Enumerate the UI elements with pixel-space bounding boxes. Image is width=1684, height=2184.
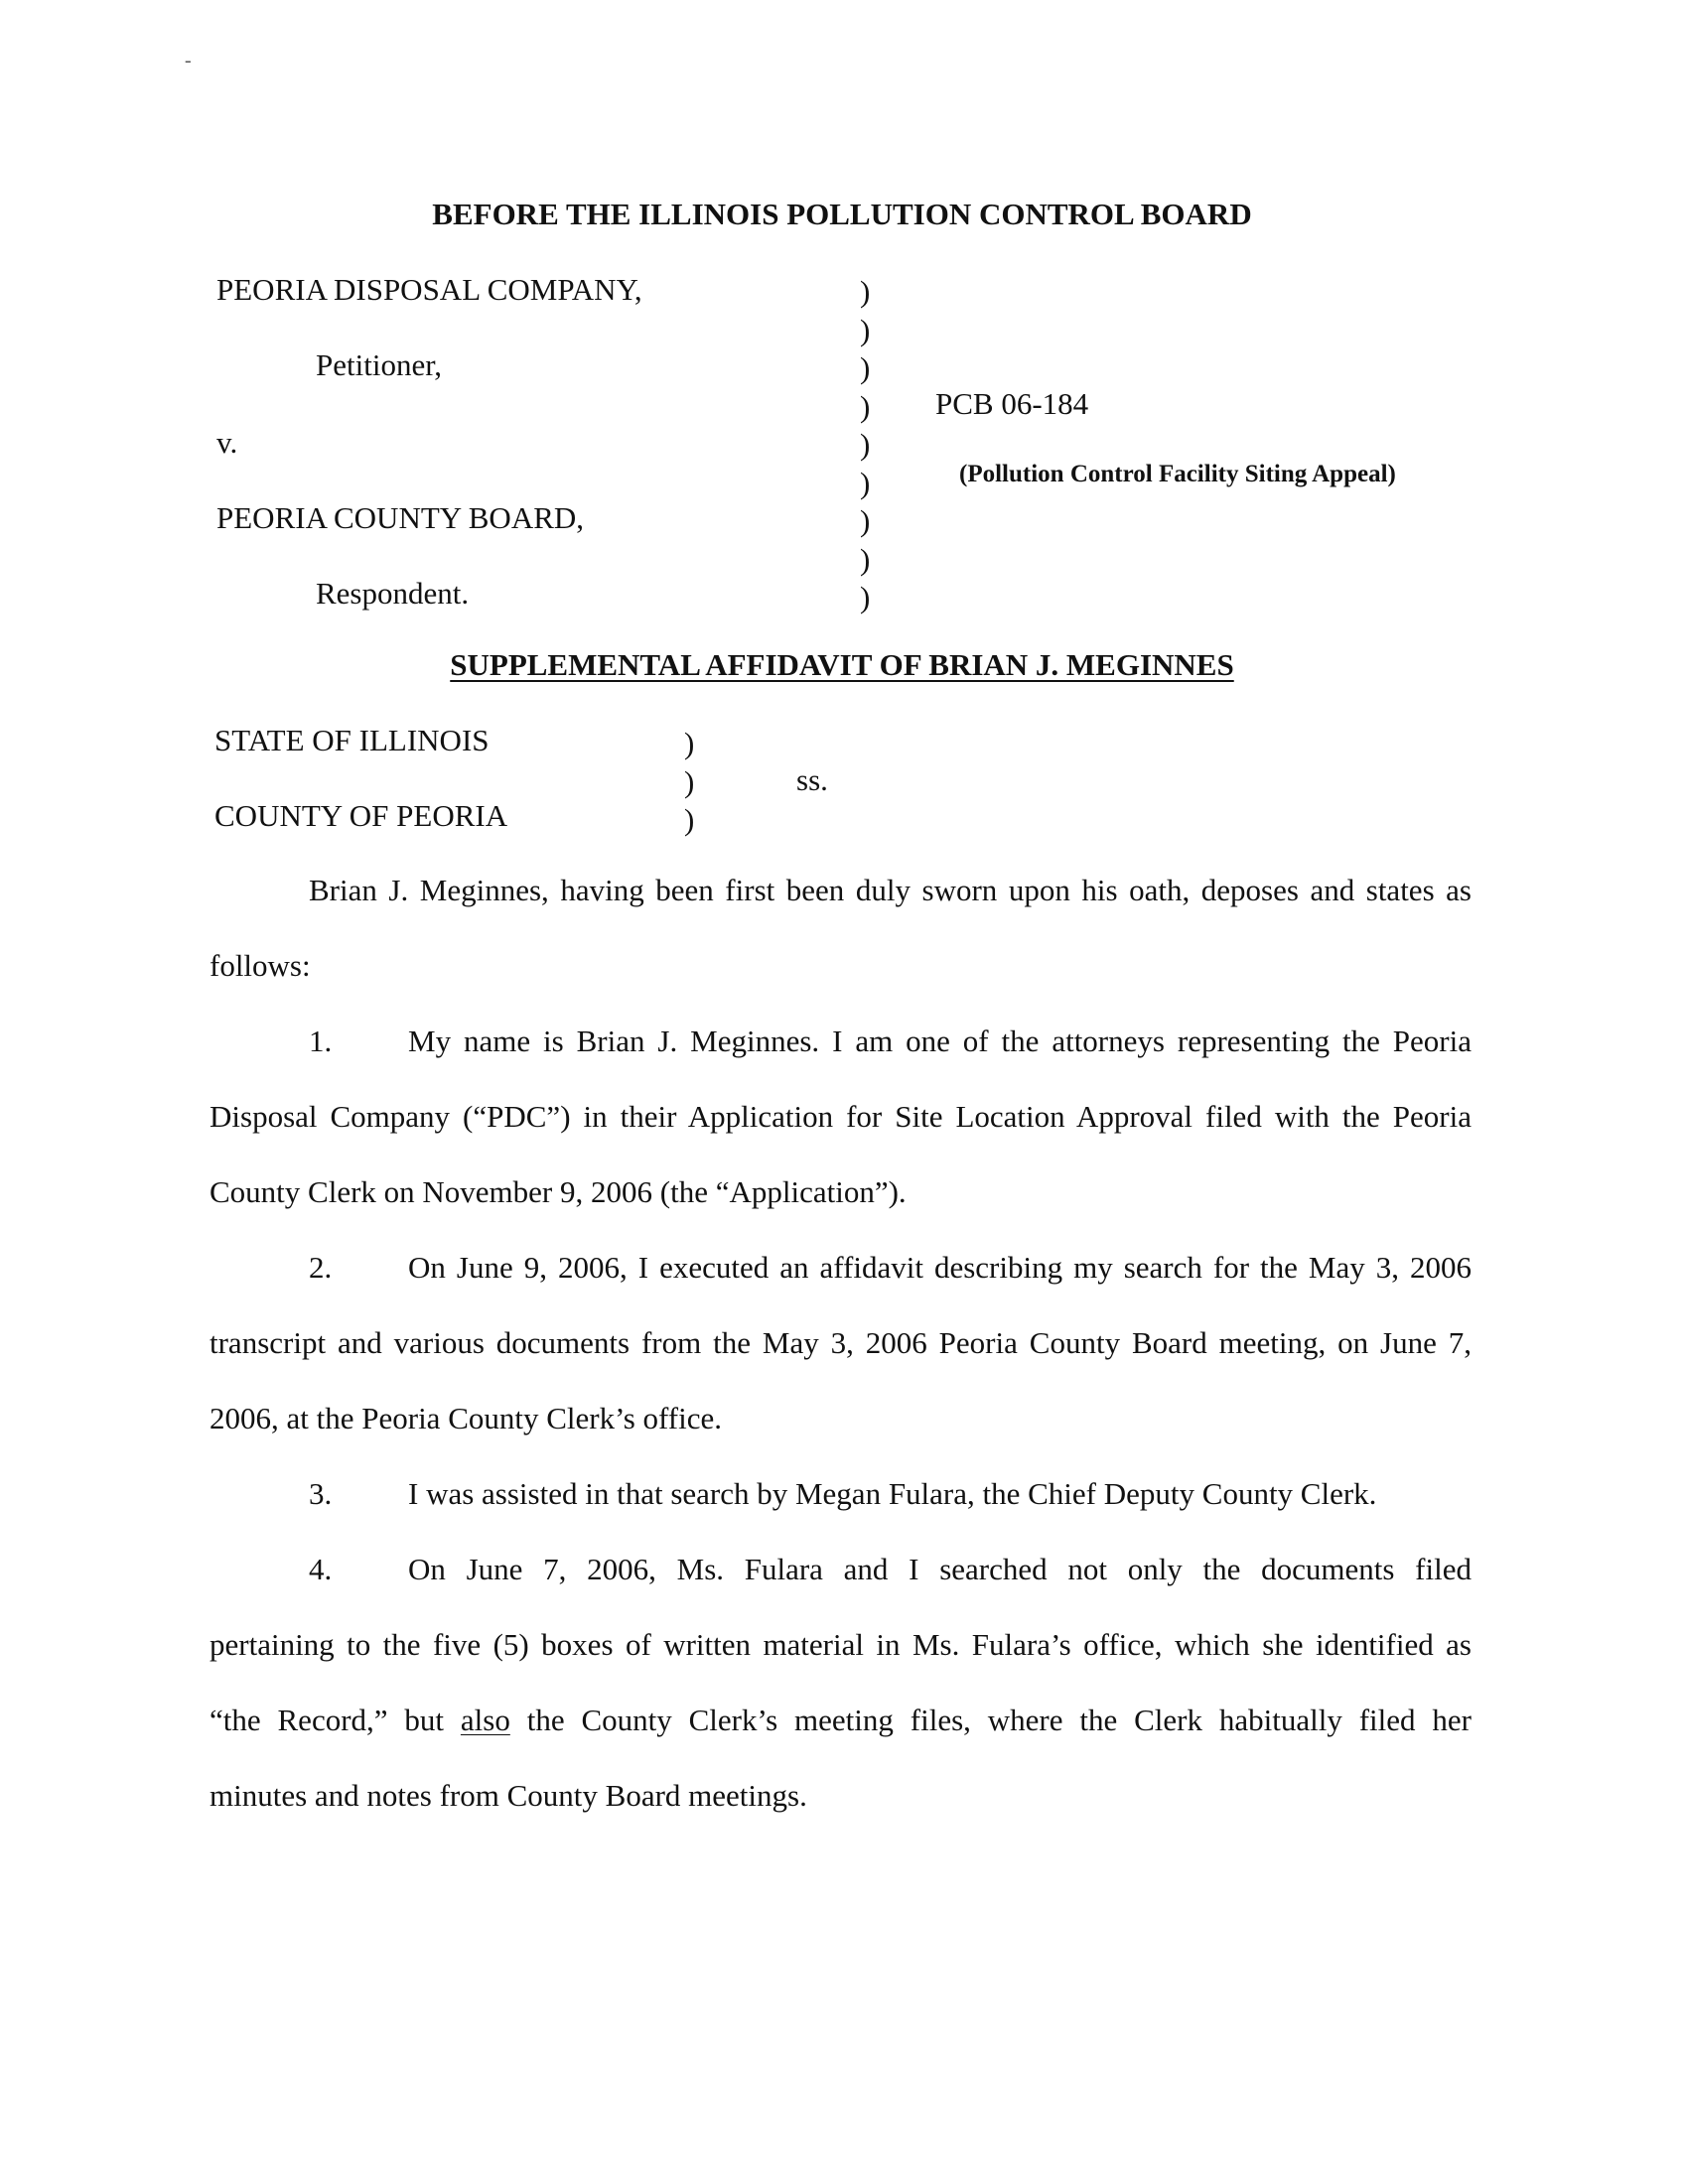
affidavit-title: SUPPLEMENTAL AFFIDAVIT OF BRIAN J. MEGINNES (450, 647, 1234, 682)
respondent-role: Respondent. (316, 576, 470, 611)
petitioner-role: Petitioner, (316, 347, 443, 382)
paragraph-4: 4. On June 7, 2006, Ms. Fulara and I searched not only the documents filed pertaining to the five (5) boxes of written material in Ms. Fulara’s office, which she identified as “the Record,” but also the County Clerk’s meeting files, where the Clerk habitually filed her minutes and notes from County Board meetings. (210, 1552, 1472, 1813)
venue-state: STATE OF ILLINOIS (214, 723, 490, 757)
respondent-name: PEORIA COUNTY BOARD, (216, 500, 585, 535)
paragraph-3: 3. I was assisted in that search by Megan Fulara, the Chief Deputy County Clerk. (309, 1476, 1377, 1511)
court-heading: BEFORE THE ILLINOIS POLLUTION CONTROL BOARD (432, 197, 1252, 231)
intro-paragraph: Brian J. Meginnes, having been first been duly sworn upon his oath, deposes and states as follows: (210, 873, 1472, 983)
versus: v. (216, 425, 238, 460)
paragraph-number: 4. (309, 1552, 333, 1586)
paragraph-number: 3. (309, 1476, 333, 1511)
petitioner-name: PEORIA DISPOSAL COMPANY, (216, 272, 642, 307)
case-type: (Pollution Control Facility Siting Appeal) (959, 461, 1396, 487)
paragraph-2: 2. On June 9, 2006, I executed an affidavit describing my search for the May 3, 2006 transcript and various documents from the May 3, 2006 Peoria County Board meeting, on June 7, 2006, at the Peoria County Clerk’s office. (210, 1250, 1472, 1435)
stray-mark: - (185, 50, 192, 71)
paragraph-number: 1. (309, 1024, 333, 1058)
venue-county: COUNTY OF PEORIA (214, 798, 508, 833)
venue-parentheses: ) ) ) (684, 726, 695, 837)
paragraph-number: 2. (309, 1250, 333, 1285)
emphasis-also: also (460, 1703, 510, 1737)
venue-ss: ss. (796, 762, 828, 797)
paragraph-1: 1. My name is Brian J. Meginnes. I am one of the attorneys representing the Peoria Disposal Company (“PDC”) in their Application for Site Location Approval filed with the Peoria County Clerk on November 9, 2006 (the “Application”). (210, 1024, 1472, 1209)
caption-parentheses: ) ) ) ) ) ) ) ) ) (860, 274, 871, 614)
case-number: PCB 06-184 (935, 386, 1089, 421)
